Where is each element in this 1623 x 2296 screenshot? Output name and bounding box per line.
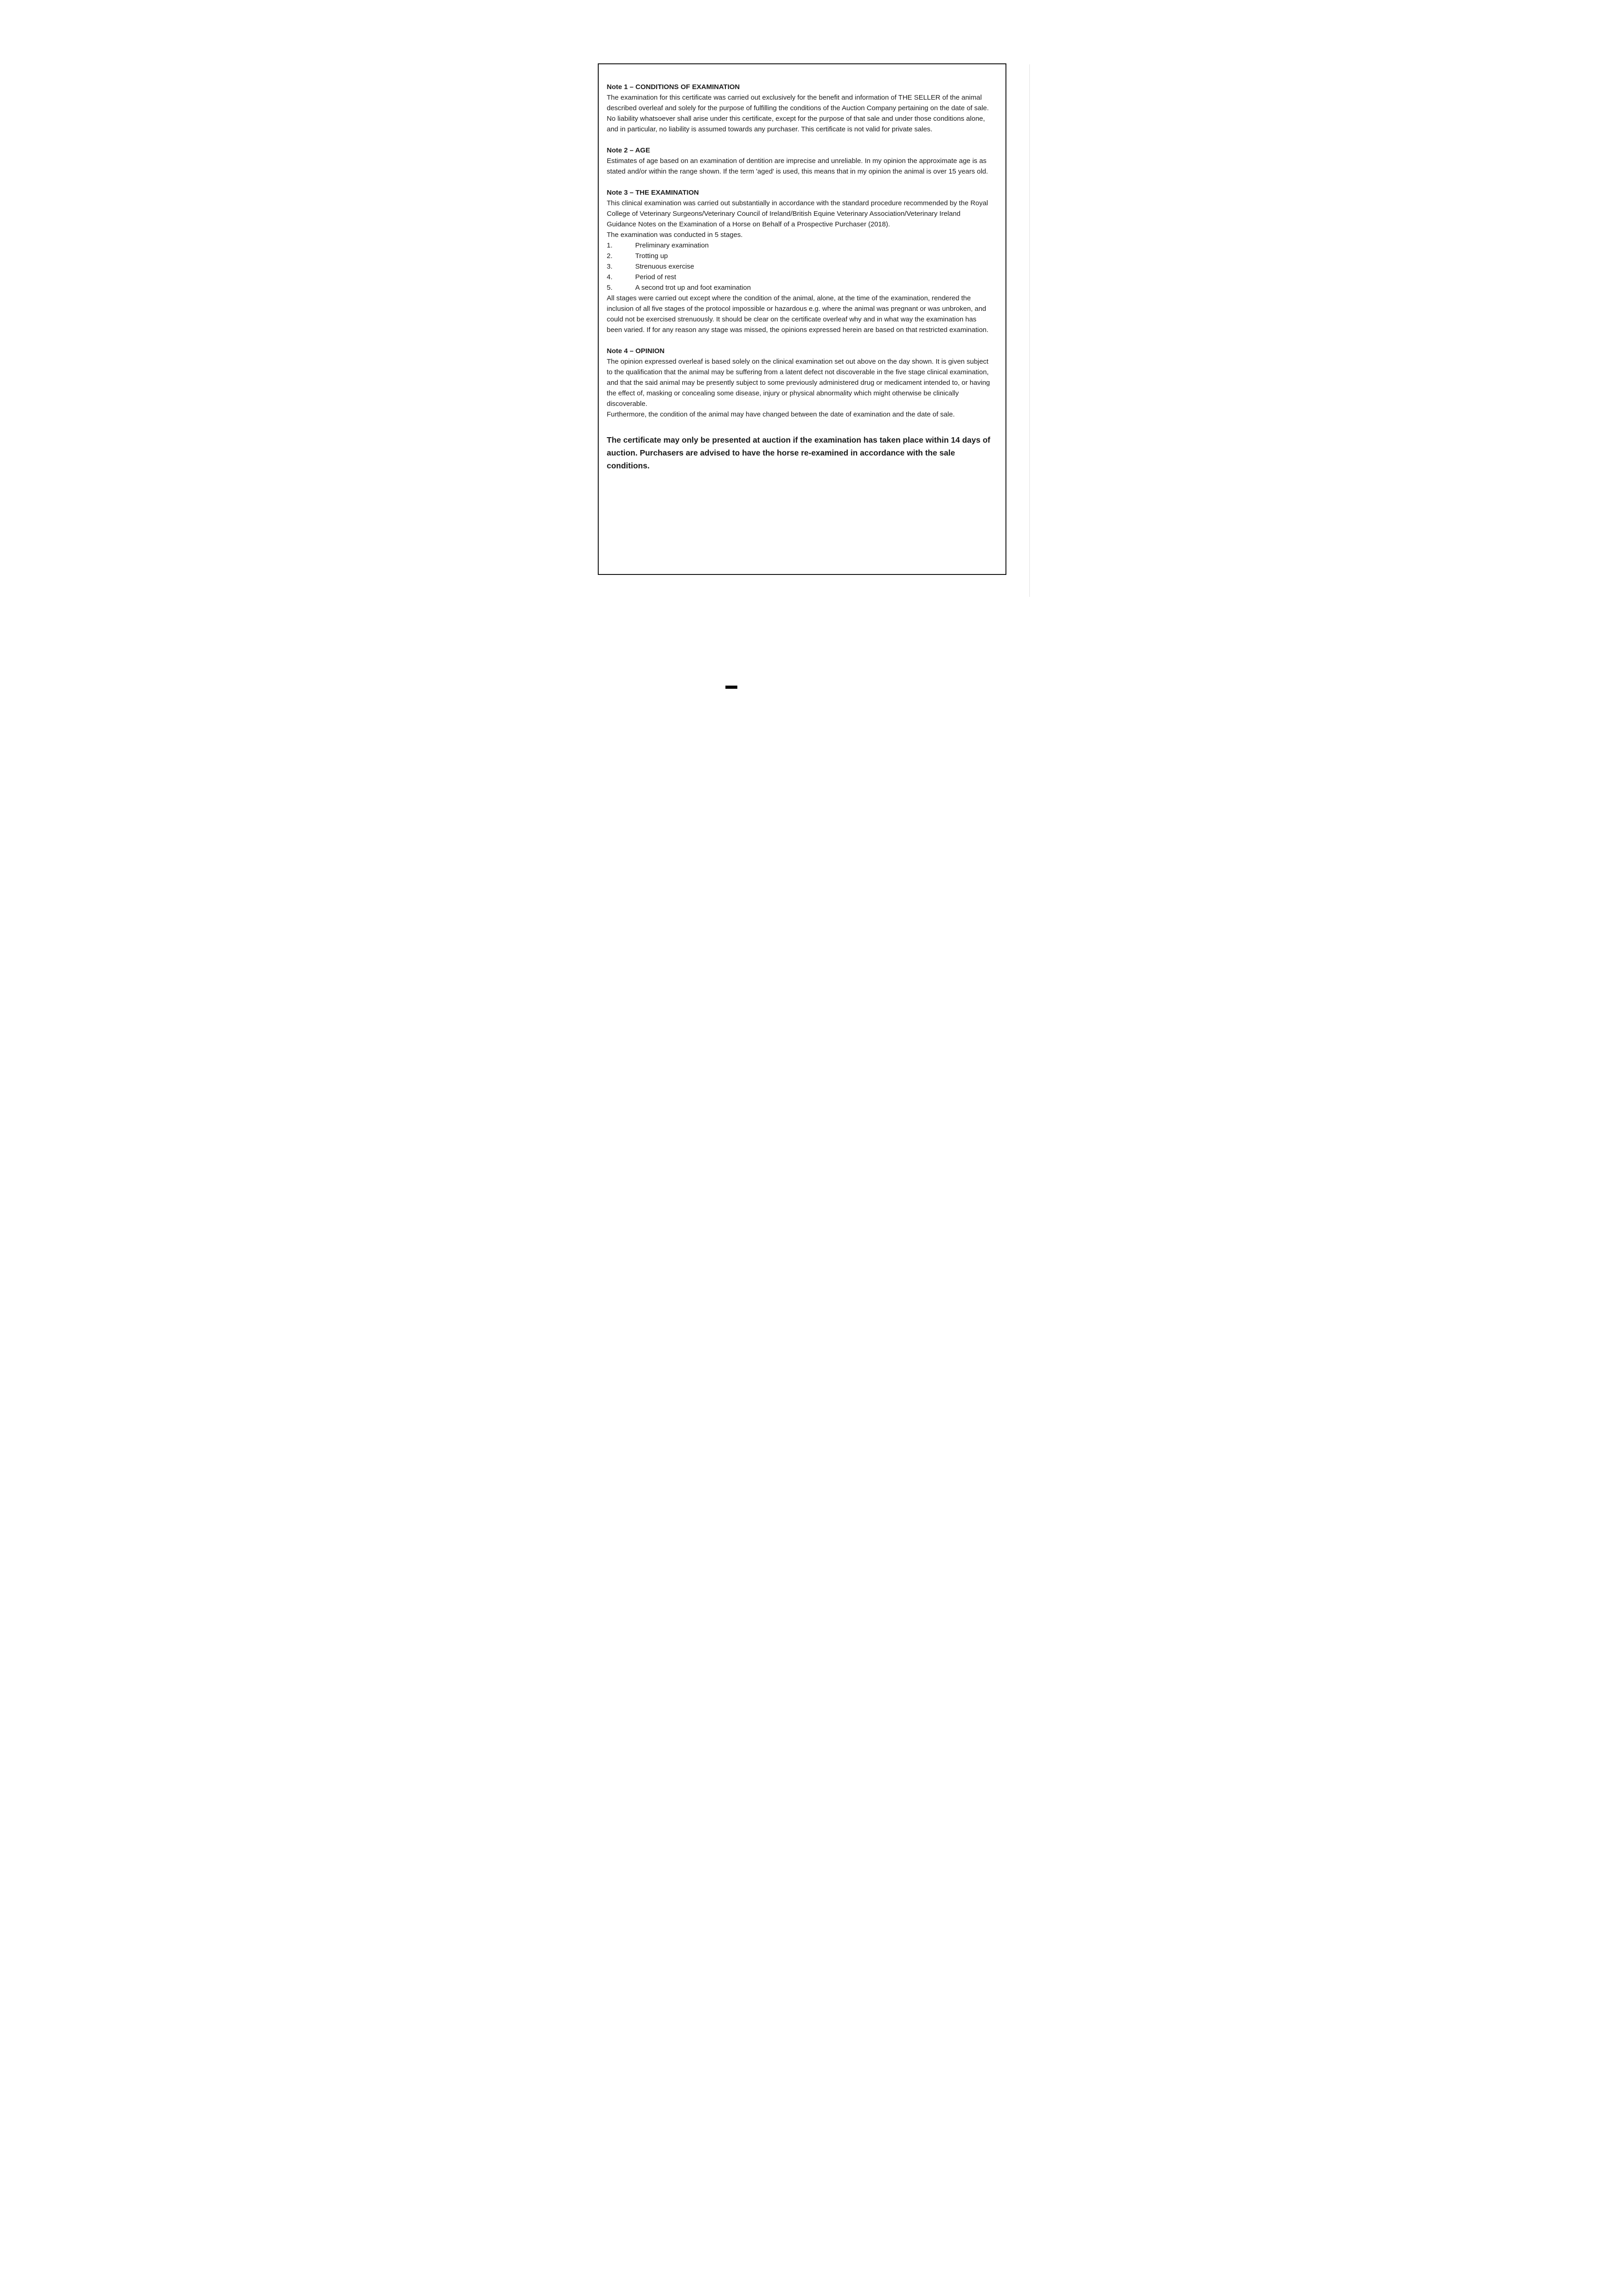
note4-section <box>607 346 992 420</box>
stage-list-item <box>607 272 992 282</box>
note3-heading: Note 3 – THE EXAMINATION <box>607 189 699 197</box>
note1-heading: Note 1 – CONDITIONS OF EXAMINATION <box>607 83 740 91</box>
stage-list-item <box>607 282 992 293</box>
note4-body-opinion: The opinion expressed overleaf is based solely on the clinical examination set out above on the day shown. It is given subject to the qualification that the animal may be suffering from a latent defect not discoverable in the five stage clinical examination, and that the said animal may be presently subject to some previously administered drug or medicament intended to, or having the effect of, masking or concealing some disease, injury or physical abnormality which might otherwise be clinically discoverable. <box>607 358 990 408</box>
note2-heading: Note 2 – AGE <box>607 146 650 154</box>
note3-body-stages-intro: The examination was conducted in 5 stages. <box>607 231 743 239</box>
stage-list-item <box>607 251 992 261</box>
note4-body-condition-change: Furthermore, the condition of the animal may have changed between the date of examination and the date of sale. <box>607 411 955 418</box>
scan-artifact-bottom-mark <box>725 686 737 689</box>
examination-stage-list <box>607 240 992 293</box>
note1-section <box>607 82 992 135</box>
note3-body-variations: All stages were carried out except where the condition of the animal, alone, at the time of the examination, rendered the inclusion of all five stages of the protocol impossible or hazardous e.g. where the animal was pregnant or was unbroken, and could not be exercised strenuously. It should be clear on the certificate overleaf why and in what way the examination has been varied. If for any reason any stage was missed, the opinions expressed herein are based on that restricted examination. <box>607 294 988 334</box>
stage-label: Preliminary examination <box>635 242 709 249</box>
stage-list-item <box>607 240 992 251</box>
note2-body: Estimates of age based on an examination of dentition are imprecise and unreliable. In my opinion the approximate age is as stated and/or within the range shown. If the term 'aged' is used, this means that in my opinion the animal is over 15 years old. <box>607 157 988 175</box>
stage-number: 3. <box>607 263 613 270</box>
stage-label: Trotting up <box>635 252 668 260</box>
stage-number: 1. <box>607 242 613 249</box>
stage-number: 5. <box>607 284 613 292</box>
stage-label: Strenuous exercise <box>635 263 694 270</box>
note1-body: The examination for this certificate was carried out exclusively for the benefit and information of THE SELLER of the animal described overleaf and solely for the purpose of fulfilling the conditions of the Auction Company pertaining on the date of sale. No liability whatsoever shall arise under this certificate, except for the purpose of that sale and under those conditions alone, and in particular, no liability is assumed towards any purchaser. This certificate is not valid for private sales. <box>607 94 989 133</box>
stage-number: 2. <box>607 252 613 260</box>
note3-section <box>607 187 992 335</box>
notes-border-box <box>598 63 1006 575</box>
stage-number: 4. <box>607 273 613 281</box>
scan-artifact-vertical-line <box>1029 64 1030 597</box>
note3-body-procedure: This clinical examination was carried out substantially in accordance with the standard procedure recommended by the Royal College of Veterinary Surgeons/Veterinary Council of Ireland/British Equine Veterinary Association/Veterinary Ireland Guidance Notes on the Examination of a Horse on Behalf of a Prospective Purchaser (2018). <box>607 199 988 228</box>
document-page <box>568 0 1055 689</box>
stage-label: A second trot up and foot examination <box>635 284 751 292</box>
stage-label: Period of rest <box>635 273 676 281</box>
note4-heading: Note 4 – OPINION <box>607 347 665 355</box>
stage-list-item <box>607 261 992 272</box>
auction-validity-statement: The certificate may only be presented at auction if the examination has taken place within 14 days of auction. Purchasers are advised to have the horse re-examined in accordance with the sale conditions. <box>607 435 990 470</box>
note2-section <box>607 145 992 177</box>
